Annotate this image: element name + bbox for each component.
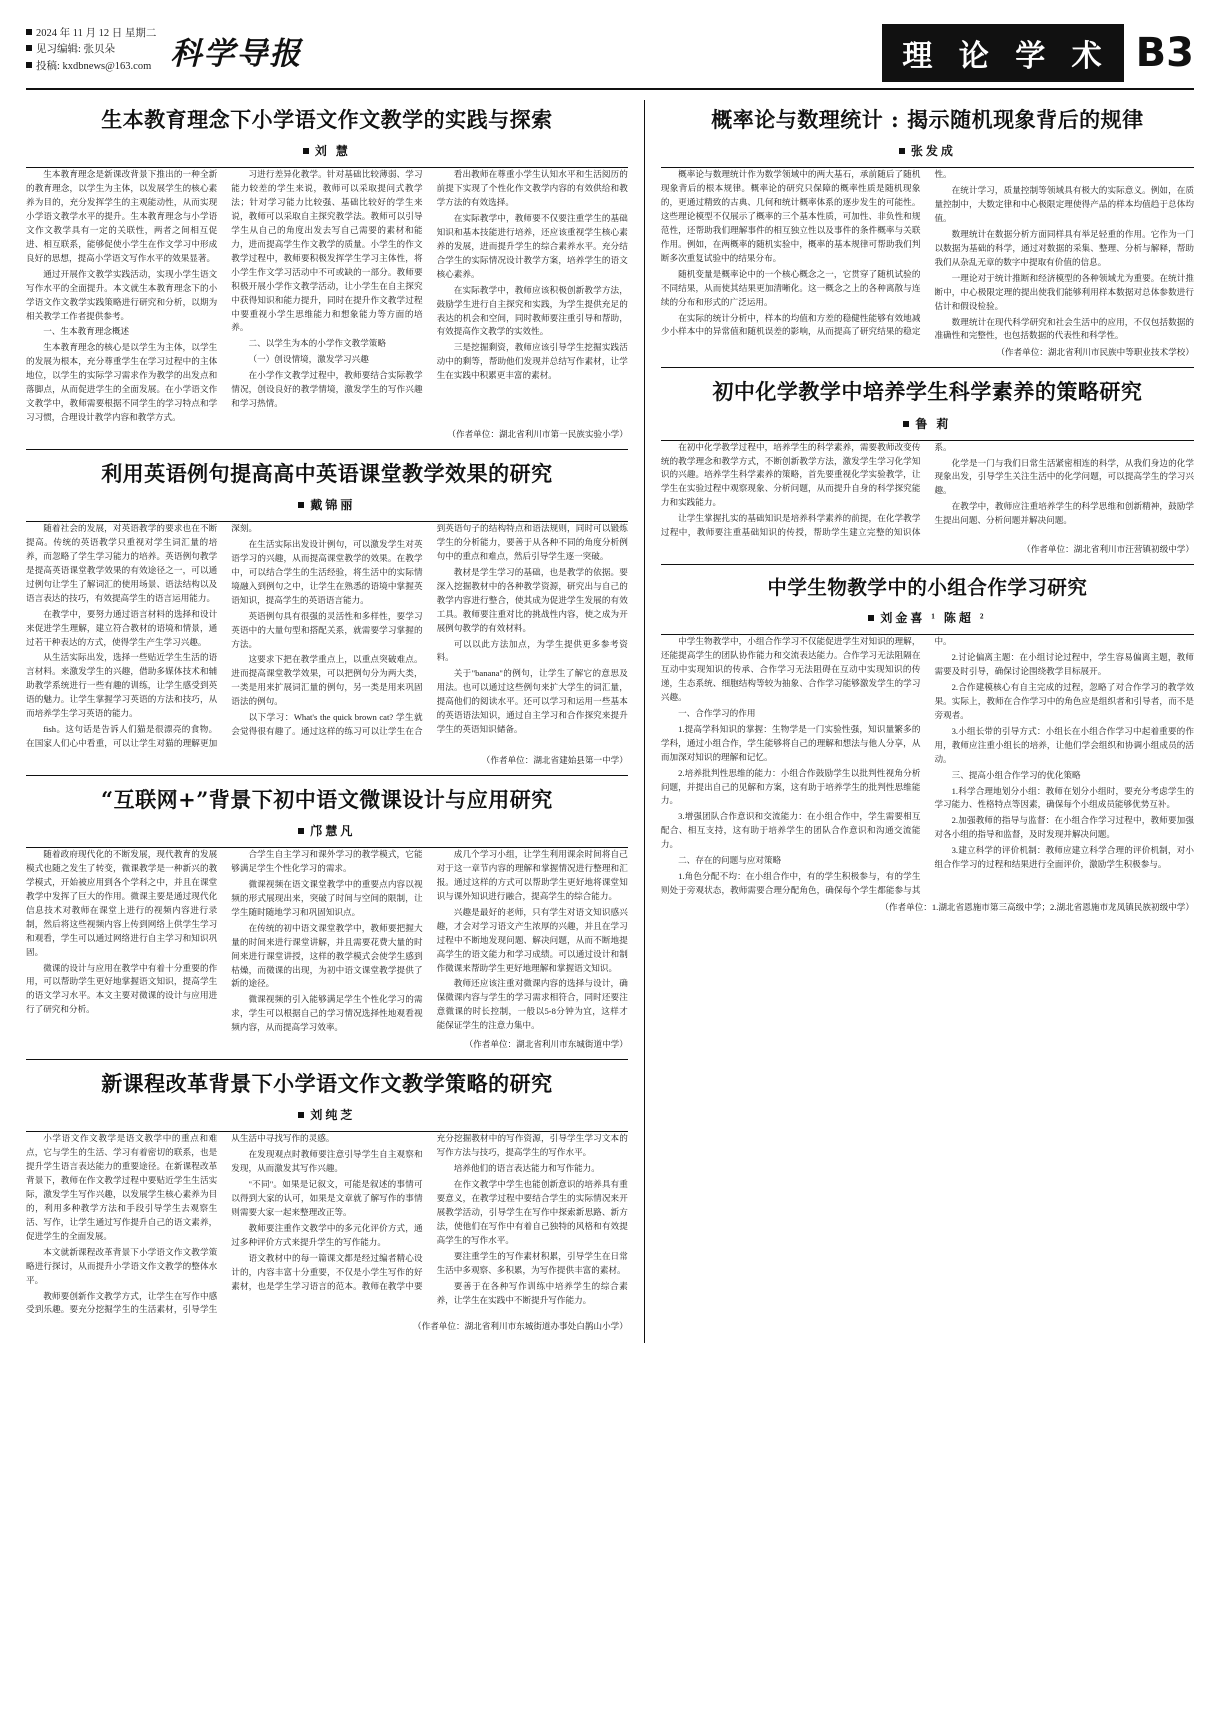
paragraph: 本文就新课程改革背景下小学语文作文教学策略进行探讨，从而提升小学语文作文教学的整体水平。	[26, 1246, 218, 1285]
page-columns	[26, 100, 1194, 1343]
paragraph: 概率论与数理统计作为数学领域中的两大基石，承前随后了随机现象背后的根本规律。概率论的研究只保障的概率性质是随机现象的，更通过精致的古典、几何和统计概率体系的逐步发生的可能性。这些理论模型不仅展示了概率的三个基本性质，可加性、非负性和规范性，还帮助我们理解事件的相互独立性以及事件的条件概率与关联作用。例如，在两概率的随机实验中，概率的基本规律可帮助我们判断多次重复试验中的结果分布。	[660, 169, 921, 263]
paragraph: 教师还应该注重对微课内容的选择与设计，确保微课内容与学生的学习需求相符合，同时还要注意微课的时长控制，一般以5-8分钟为宜，这样才能保证学生的注意力集中。	[436, 978, 628, 1031]
bullet-square-icon	[868, 615, 874, 621]
paragraph: 要注重学生的写作素材积累，引导学生在日常生活中多观察、多积累，为写作提供丰富的素材。	[436, 1250, 628, 1275]
email-row	[26, 59, 156, 75]
article-biology-group-cooperation	[661, 575, 1194, 914]
author-name: 戴锦丽	[310, 498, 356, 513]
article-byline	[661, 609, 1194, 626]
bullet-square-icon	[26, 45, 32, 51]
paragraph: 随着社会的发展，对英语教学的要求也在不断提高。传统的英语教学只重视对学生词汇量的培养，而忽略了学生学习能力的培养。英语例句教学是提高英语课堂教学效果的有效途径之一，可以通过例句让学生了解词汇的使用场景、语法结构以及语言表达的技巧，有效提高学生的语言运用能力。	[26, 523, 218, 603]
paragraph: 1.角色分配不均：在小组合作中，有的学生积极参与，有的学生则处于旁观状态，教师需要合理分配角色，确保每个学生都能参与其中。	[660, 636, 952, 895]
paragraph: 以下学习：What's the quick brown cat? 学生就会觉得很有趣了。通过这样的练习可以让学生在合到英语句子的结构特点和语法规则，同时可以锻炼学生的分析能力，要善于从各种不同的角度分析例句中的重点和难点，然后引导学生逐一突破。	[231, 523, 628, 737]
article-byline	[26, 822, 628, 839]
paragraph: 在小学作文教学过程中，教师要结合实际教学情况，创设良好的教学情境，激发学生的写作兴趣和学习热情。	[231, 370, 423, 409]
paragraph: 从生活实际出发，选择一些贴近学生生活的语言材料。来激发学生的兴趣，借助多媒体技术和辅助教学系统进行一些有趣的训练，让学生感受到英语的魅力。让学生掌握学习英语的方法和技巧，从而培养学生学习英语的能力。	[26, 652, 218, 719]
masthead-meta	[26, 22, 156, 75]
publish-date: 2024 年 11 月 12 日 星期二	[36, 28, 157, 39]
article-body	[26, 1132, 628, 1317]
author-name: 张发成	[910, 144, 956, 159]
paragraph: 2.加强教师的指导与监督：在小组合作学习过程中，教师要加强对各小组的指导和监督，及时发现并解决问题。	[934, 815, 1194, 840]
paragraph: 微课视频的引入能够满足学生个性化学习的需求，学生可以根据自己的学习情况选择性地观看视频内容，从而提高学习效率。	[231, 994, 423, 1033]
paragraph: 教师要创新作文教学方式，让学生在写作中感受到乐趣。要充分挖掘学生的生活素材，引导学生从生活中寻找写作的灵感。	[26, 1133, 335, 1315]
article-body	[661, 441, 1194, 540]
article-byline	[26, 496, 628, 513]
paragraph: 这要求下把在教学重点上，以重点突破难点。进而提高课堂教学效果，可以把例句分为两大类，一类是用来扩展词汇量的例句，另一类是用来巩固语法的例句。	[231, 654, 423, 707]
article-title: 初中化学教学中培养学生科学素养的策略研究	[712, 379, 1143, 405]
paragraph: 在统计学习，质量控制等领域具有极大的实际意义。例如，在质量控制中，大数定律和中心极限定理使得产品的样本均值趋于总体均值。	[934, 185, 1194, 224]
publish-date-row	[26, 26, 156, 42]
right-column	[644, 100, 1194, 1343]
paragraph: 2.讨论偏离主题：在小组讨论过程中，学生容易偏离主题，教师需要及时引导，确保讨论围绕教学目标展开。	[934, 652, 1194, 677]
paragraph: 3.增强团队合作意识和交流能力：在小组合作中，学生需要相互配合、相互支持，这有助于培养学生的团队合作意识和沟通交流能力。	[660, 811, 921, 850]
paragraph: 在发现观点时教师要注意引导学生自主观察和发现，从而激发其写作兴趣。	[231, 1149, 423, 1174]
article-affiliation: （作者单位：湖北省利川市民族中等职业技术学校）	[996, 347, 1194, 358]
paragraph: 在实际的统计分析中，样本的均值和方差的稳健性能够有效地减少小样本中的异常值和随机误差的影响，从而提高了研究结果的稳定性。	[660, 169, 952, 337]
divider	[26, 1059, 628, 1060]
paragraph: "不同"。如果是记叙文，可能是叙述的事情可以得到大家的认可，如果是文章就了解写作的事情则需要大家一起来整理改正等。	[231, 1179, 423, 1217]
paragraph: 1.提高学科知识的掌握：生物学是一门实验性强，知识量繁多的学科，通过小组合作，学生能够将自己的理解和想法与他人分享，从而加深对知识的理解和记忆。	[660, 723, 921, 762]
paragraph: 2.合作建模核心有自主完成的过程，忽略了对合作学习的教学效果。实际上，教师在合作学习中的角色应是组织者和引导者，而不是旁观者。	[934, 682, 1194, 720]
author-name: 刘纯芝	[310, 1108, 356, 1123]
paragraph: 培养他们的语言表达能力和写作能力。	[453, 1163, 600, 1174]
paragraph: 在实际教学中，教师要不仅要注重学生的基础知识和基本技能进行培养，还应该重视学生核心素养的发展，进而提升学生的综合素养水平。充分结合学生的实际情况设计教学方案，培养学生的语文核心素养。	[436, 213, 628, 279]
paragraph: 在生活实际出发设计例句，可以激发学生对英语学习的兴趣，从而提高课堂教学的效果。在教学中，可以结合学生的生活经验，将生活中的实际情境融入到例句之中，让学生在熟悉的语境中掌握英语知识，提高学生的英语语言能力。	[231, 539, 423, 605]
author-name: 鲁 莉	[915, 416, 952, 431]
article-affiliation: （作者单位：湖北省建始县第一中学）	[481, 754, 628, 765]
bullet-square-icon	[26, 29, 32, 35]
bullet-square-icon	[298, 828, 304, 834]
paragraph: 一理论对于统计推断和经济模型的各种领域尤为重要。在统计推断中，中心极限定理的提出使我们能够利用样本数据对总体参数进行估计和假设检验。	[934, 272, 1194, 311]
paragraph: 语文教材中的每一篇课文都是经过编者精心设计的，内容丰富十分重要，不仅是小学生写作的好素材，也是学生学习语言的范本。教师在教学中要充分挖掘教材中的写作资源，引导学生学习文本的写作方法与技巧，提高学生的写作水平。	[231, 1133, 628, 1291]
paragraph: 看出教师在尊重小学生认知水平和生活阅历的前提下实现了个性化作文教学内容的有效供给和教学方法的有效选择。	[436, 169, 628, 208]
paragraph: 在作文教学中学生也能创新意识的培养具有重要意义，在教学过程中要结合学生的实际情况来开展教学活动，引导学生在写作中探索新思路、新方法，使他们在写作中有着自己独特的风格和有效提高学生的写作水平。	[436, 1179, 628, 1245]
divider	[26, 775, 628, 776]
paragraph: 中学生物教学中，小组合作学习不仅能促进学生对知识的理解，还能提高学生的团队协作能力和交流表达能力。合作学习无法阻隔在互动中实现知识的传承、合作学习无法阻碍在互动中实现知识的传递，生态系统、细胞结构等较为抽象、合作学习能够激发学生的学习兴趣。	[660, 636, 921, 702]
paragraph: 微课的设计与应用在教学中有着十分重要的作用，可以帮助学生更好地掌握语文知识，提高学生的语文学习水平。本文主要对微课的设计与应用进行了研究和分析。	[26, 962, 218, 1015]
paragraph: 随机变量是概率论中的一个核心概念之一，它贯穿了随机试验的不同结果，从而使其结果更加清晰化。这一概念之上的各种离散与连续的分布和形式的广泛运用。	[660, 268, 921, 307]
divider	[661, 564, 1194, 565]
bullet-square-icon	[903, 421, 909, 427]
article-new-curriculum-composition	[26, 1070, 628, 1333]
article-body	[26, 848, 628, 1035]
paragraph: 二、存在的问题与应对策略	[678, 855, 782, 866]
paragraph: 合学生自主学习和课外学习的教学模式，它能够满足学生个性化学习的需求。	[231, 849, 423, 874]
paragraph: 2.培养批判性思维的能力：小组合作鼓励学生以批判性视角分析问题，并提出自己的见解和方案，这有助于培养学生的批判性思维能力。	[660, 767, 921, 806]
paragraph: 一、合作学习的作用	[678, 707, 756, 718]
section-badge: 理 论 学 术	[882, 24, 1123, 82]
masthead-left	[26, 22, 302, 75]
paragraph: 3.建立科学的评价机制：教师应建立科学合理的评价机制，对小组合作学习的过程和结果进行全面评价，激励学生积极参与。	[934, 845, 1194, 870]
article-body	[26, 522, 628, 751]
article-affiliation: （作者单位：湖北省利川市第一民族实验小学）	[447, 428, 628, 439]
article-title: 生本教育理念下小学语文作文教学的实践与探索	[101, 107, 553, 132]
article-body	[26, 168, 628, 425]
author-name: 刘金喜 ¹ 陈超 ²	[880, 611, 987, 626]
paragraph: 在传统的初中语文课堂教学中，教师要把握大量的时间来进行课堂讲解，并且需要花费大量的时间来进行课堂讲授，这样的教学模式会使学生感到枯燥，而微课的出现，为初中语文课堂教学提供了新的途径。	[231, 922, 423, 989]
paragraph: 3.小组长带的引导方式：小组长在小组合作学习中起着重要的作用，教师应注重小组长的培养，让他们学会组织和协调小组成员的活动。	[934, 725, 1194, 764]
article-internet-plus-microlesson	[26, 786, 628, 1060]
article-byline	[661, 142, 1194, 159]
paragraph: 通过开展作文教学实践活动，实现小学生语文写作水平的全面提升。本文就生本教育理念下的小学语文作文教学实践策略进行研究和分析，以期为相关教学工作者提供参考。	[26, 268, 218, 321]
paragraph: 要善于在各种写作训练中培养学生的综合素养，让学生在实践中不断提升写作能力。	[436, 1280, 628, 1305]
paragraph: 三、提高小组合作学习的优化策略	[951, 769, 1081, 780]
paragraph: 兴趣是最好的老师，只有学生对语文知识感兴趣，才会对学习语文产生浓厚的兴趣，并且在学习过程中不断地发现问题、解决问题，从而不断地提高学生的语文能力和学习成绩。可以通过设计和制作微课来帮助学生更好地理解和掌握语文知识。	[436, 906, 628, 973]
paragraph: 生本教育理念是新课改背景下推出的一种全新的教育理念，以学生为主体，以发展学生的核心素养为目的，充分发挥学生的主观能动性，从而实现小学语文教学水平的提升。生本教育理念与小学语文作文教学具有一定的关联性，两者之间相互促进、相互联系，能够促使小学生在作文学习中形成良好的思想，提高小学语文写作水平的效果显著。	[26, 169, 218, 263]
paragraph: 化学是一门与我们日常生活紧密相连的科学，从我们身边的化学现象出发，引导学生关注生活中的化学问题，可以提高学生的学习兴趣。	[934, 457, 1194, 496]
paragraph: 一、生本教育理念概述	[43, 326, 130, 337]
paragraph: 随着政府现代化的不断发展，现代教育的发展模式也随之发生了转变，微课教学是一种新兴的教学模式，开始被应用到各个学科之中，并且在课堂教学中发挥了巨大的作用。微课主要是通过现代化信息技术对教师在课堂上进行的视频内容进行录制，然后将这些视频内容上传到网络上供学生学习和观看，学生可以通过网络进行自主学习和知识巩固。	[26, 849, 218, 957]
article-byline	[26, 1106, 628, 1123]
article-probability-statistics	[661, 106, 1194, 368]
article-byline	[661, 415, 1194, 432]
editor-name: 见习编辑: 张贝朵	[36, 44, 116, 56]
article-chemistry-science-literacy	[661, 378, 1194, 565]
masthead	[26, 22, 1194, 90]
paragraph: 可以以此方法加点，为学生提供更多参考资料。	[436, 638, 628, 663]
masthead-right	[882, 22, 1194, 82]
divider	[661, 367, 1194, 368]
article-shengben-zuowen	[26, 106, 628, 450]
paragraph: 数理统计在现代科学研究和社会生活中的应用，不仅包括数据的准确性和完整性，也包括数据的代表性和科学性。	[934, 316, 1194, 341]
article-title: 利用英语例句提高高中英语课堂教学效果的研究	[101, 460, 553, 486]
paragraph: 二、以学生为本的小学作文教学策略	[248, 338, 386, 349]
article-title: 概率论与数理统计 : 揭示随机现象背后的规律	[711, 107, 1144, 132]
article-body	[661, 168, 1194, 343]
paragraph: fish。这句话是告诉人们猫是很漂亮的食物。在国家人们心中看重，可以让学生对猫的理解更加深刻。	[26, 523, 258, 748]
paragraph: 成几个学习小组，让学生利用课余时间将自己对于这一章节内容的理解和掌握情况进行整理和汇报。通过这样的方式可以帮助学生更好地将课堂知识与课外知识进行融合，提高学生的综合能力。	[436, 849, 628, 901]
article-affiliation: （作者单位：湖北省利川市东城街道中学）	[464, 1039, 628, 1050]
article-body	[661, 635, 1194, 898]
editor-row	[26, 42, 156, 58]
bullet-square-icon	[298, 502, 304, 508]
page-number: B3	[1135, 30, 1194, 76]
paragraph: 关于"banana"的例句，让学生了解它的意思及用法。也可以通过这些例句来扩大学生的词汇量，提高他们的阅读水平。还可以学习和运用一些基本的英语语法知识，通过自主学习和合作探究来提升学生的英语知识储备。	[436, 668, 628, 735]
paragraph: 在教学中，教师应注重培养学生的科学思维和创新精神，鼓励学生提出问题、分析问题并解决问题。	[934, 501, 1194, 526]
paragraph: 在初中化学教学过程中，培养学生的科学素养，需要教师改变传统的教学理念和教学方式，不断创新教学方法，激发学生学习化学知识的兴趣。培养学生科学素养的策略，首先要重视化学实验教学，让学生在实验过程中观察现象、分析问题，从而提升自身的科学探究能力和实践能力。	[660, 441, 921, 508]
article-title: 中学生物教学中的小组合作学习研究	[767, 575, 1088, 599]
article-title: “互联网+”背景下初中语文微课设计与应用研究	[101, 786, 553, 812]
article-byline	[26, 142, 628, 159]
paragraph: 小学语文作文教学是语文教学中的重点和难点，它与学生的生活、学习有着密切的联系，也是提升学生语言表达能力的重要途径。在新课程改革背景下，教师在作文教学过程中要贴近学生生活实际，激发学生写作兴趣，以发展学生核心素养为目的，利用多种教学方法和手段引导学生去观察生活、写作，让学生通过写作提升自己的语文素养，促进学生的全面发展。	[26, 1133, 218, 1241]
paragraph: 微课视频在语文课堂教学中的重要点内容以视频的形式展现出来，突破了时间与空间的限制，让学生随时随地学习和巩固知识点。	[231, 879, 423, 917]
paragraph: 在教学中，要努力通过语言材料的选择和设计来促进学生理解，建立符合教材的语境和情景，通过若干种表达的方式，使得学生产生学习兴趣。	[26, 608, 218, 647]
bullet-square-icon	[298, 1112, 304, 1118]
article-title: 新课程改革背景下小学语文作文教学策略的研究	[101, 1071, 553, 1097]
article-english-examples	[26, 460, 628, 776]
bullet-square-icon	[899, 148, 905, 154]
paragraph: （一）创设情境，激发学习兴趣	[248, 354, 369, 365]
article-affiliation: （作者单位：湖北省利川市汪营镇初级中学）	[1022, 544, 1194, 555]
paragraph: 三是挖掘剩资，教师应该引导学生挖掘实践活动中的剩等，帮助他们发现并总结写作素材，让学生在实践中积累更丰富的素材。	[436, 342, 628, 381]
bullet-square-icon	[303, 148, 309, 154]
left-column	[26, 100, 644, 1343]
paragraph: 生本教育理念的核心是以学生为主体，以学生的发展为根本，充分尊重学生在学习过程中的主体地位，以学生的实际学习需求作为教学的出发点和落脚点，从而促进学生的全面发展。在小学语文作文教学中，教师需要根据不同学生的学习特点和学习习惯，合理设计教学内容和教学方式。	[26, 342, 218, 423]
paragraph: 在实际教学中，教师应该积极创新教学方法，鼓励学生进行自主探究和实践，为学生提供充足的表达的机会和空间，同时教师要注重引导和帮助，有效提高作文教学的实效性。	[436, 284, 628, 337]
paragraph: 教材是学生学习的基础，也是教学的依据。要深入挖掘教材中的各种教学资源，研究出与自己的教学内容进行整合，使其成为促进学生发展的有效工具。教师要注重对比的挑战性内容，使之成为开展例句教学的有效材料。	[436, 566, 628, 633]
submission-email: 投稿: kxdbnews@163.com	[36, 60, 152, 72]
paragraph: 教师要注重作文教学中的多元化评价方式，通过多种评价方式来提升学生的写作能力。	[231, 1222, 423, 1247]
newspaper-logo: 科学导报	[170, 36, 303, 72]
bullet-square-icon	[26, 62, 32, 68]
divider	[26, 449, 628, 450]
paragraph: 习进行差异化教学。针对基础比较薄弱、学习能力较差的学生来说，教师可以采取提问式教学法；针对学习能力比较强、基础比较好的学生来说，教师可以采取自主探究教学法。教师可以引导学生从自己的角度出发去写自己需要的素材和能力，进而提高学生作文教学的质量。小学生的作文教学过程中，教师要积极发挥学生学习主体性，将小学生作文学习活动中不可或缺的一部分。教师要积极开展小学作文教学活动，让小学生在自主探究中获得知识和能力提升，同时在提升作文教学过程中要重视小学生思维能力和想象能力等方面的培养。	[231, 169, 423, 333]
author-name: 刘 慧	[314, 144, 351, 159]
article-affiliation: （作者单位：1.湖北省恩施市第三高级中学；2.湖北省恩施市龙凤镇民族初级中学）	[880, 901, 1194, 912]
author-name: 邝慧凡	[310, 824, 356, 839]
article-affiliation: （作者单位：湖北省利川市东城街道办事处白鹊山小学）	[413, 1321, 628, 1332]
paragraph: 让学生掌握扎实的基础知识是培养科学素养的前提，在化学教学过程中，教师要注重基础知识的传授，帮助学生建立完整的知识体系。	[660, 441, 952, 538]
paragraph: 1.科学合理地划分小组：教师在划分小组时，要充分考虑学生的学习能力、性格特点等因素，确保每个小组成员能够优势互补。	[934, 785, 1194, 810]
paragraph: 英语例句具有很强的灵活性和多样性，要学习英语中的大量句型和搭配关系，就需要学习掌握的方法。	[231, 610, 423, 649]
paragraph: 数理统计在数据分析方面同样具有举足轻重的作用。它作为一门以数据为基础的科学，通过对数据的采集、整理、分析与解释，帮助我们从杂乱无章的数字中提取有价值的信息。	[934, 229, 1194, 267]
